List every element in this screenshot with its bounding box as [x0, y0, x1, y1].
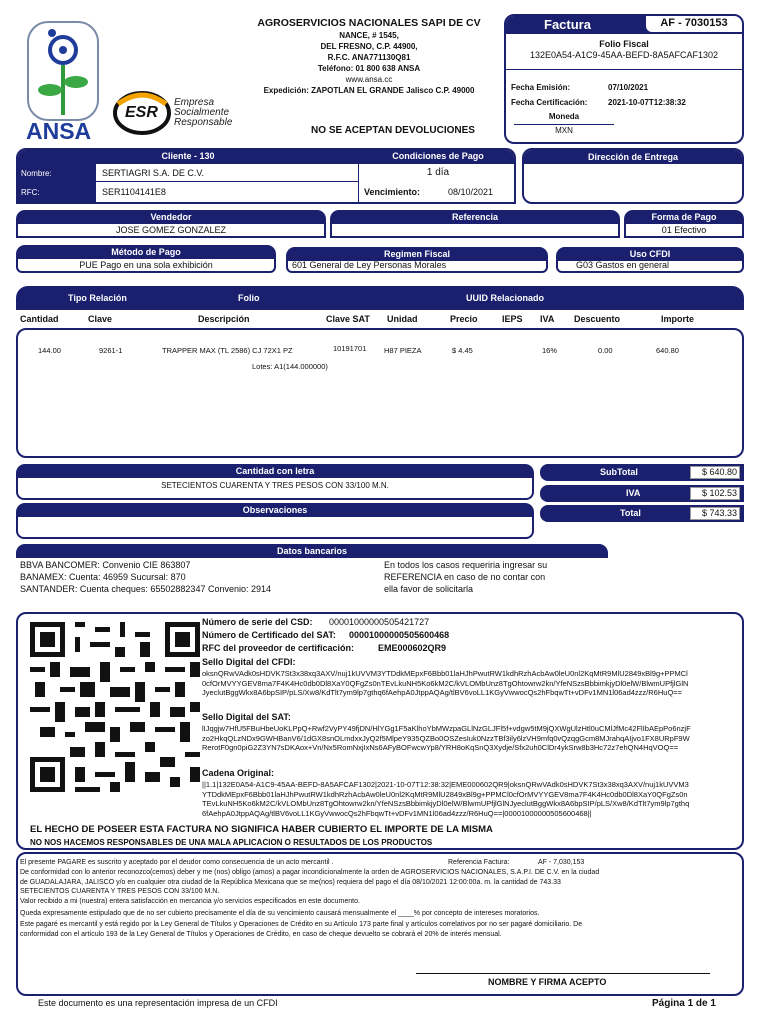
pay-form-header: Forma de Pago — [624, 210, 744, 224]
esr-logo-text: ESR — [125, 104, 158, 121]
client-name-label: Nombre: — [21, 169, 52, 178]
item-qty: 144.00 — [38, 346, 61, 355]
cfdi-seal-label: Sello Digital del CFDI: — [202, 657, 296, 667]
rfc-provider-value: EME000602QR9 — [378, 643, 447, 653]
client-box — [16, 148, 516, 204]
pay-method-value: PUE Pago en una sola exhibición — [16, 259, 276, 273]
item-unit: H87 PIEZA — [384, 346, 422, 355]
iva-label: IVA — [626, 488, 641, 498]
no-returns-notice: NO SE ACEPTAN DEVOLUCIONES — [311, 125, 475, 136]
signature-label: NOMBRE Y FIRMA ACEPTO — [488, 977, 607, 987]
currency-value: MXN — [555, 126, 573, 135]
sat-seal-label: Sello Digital del SAT: — [202, 712, 291, 722]
relation-uuid-header: UUID Relacionado — [466, 293, 545, 303]
company-expedition: Expedición: ZAPOTLAN EL GRANDE Jalisco C.P. 49000 — [263, 86, 475, 95]
esr-logo — [112, 90, 242, 136]
pagare-line-1: El presente PAGARE es suscrito y aceptado por el deudor como consecuencia de un acto mercantil . — [20, 859, 334, 866]
page-number: Página 1 de 1 — [652, 998, 716, 1009]
bank-note-1: En todos los casos requeriria ingresar su — [384, 560, 548, 570]
relation-type-header: Tipo Relación — [68, 293, 127, 303]
delivery-header: Dirección de Entrega — [524, 150, 742, 164]
due-date: 08/10/2021 — [448, 187, 494, 197]
tax-regime-value: 601 General de Ley Personas Morales — [286, 259, 548, 273]
client-header: Cliente - 130 — [161, 151, 215, 161]
cfdi-use-header: Uso CFDI — [556, 247, 744, 261]
folio-label: Folio Fiscal — [599, 39, 649, 49]
relation-bar — [16, 286, 744, 310]
item-lots: Lotes: A1(144.000000) — [252, 362, 328, 371]
invoice-title: Factura — [544, 17, 591, 32]
sat-cert-label: Número de Certificado del SAT: — [202, 630, 336, 640]
bank-line-2: BANAMEX: Cuenta: 46959 Sucursal: 870 — [20, 572, 186, 582]
pay-method-header: Método de Pago — [16, 245, 276, 259]
esr-line-3: Responsable — [174, 117, 233, 128]
bank-note — [384, 559, 604, 595]
relation-folio-header: Folio — [238, 293, 260, 303]
bank-line-1: BBVA BANCOMER: Convenio CIE 863807 — [20, 560, 191, 570]
emission-label: Fecha Emisión: — [511, 83, 571, 92]
pagare-ref-label: Referencia Factura: — [448, 859, 510, 866]
company-info — [238, 16, 500, 96]
pagare-line-8: conformidad con el artículo 193 de la Ley General de Títulos y Operaciones de Crédito, en caso de cheque devuelto se cobrará el 20% de interés mensual. — [20, 931, 502, 938]
col-iva: IVA — [540, 314, 555, 324]
pagare-line-3: de GUADALAJARA, JALISCO y/o en cualquier otra ciudad de la República Mexicana que se me(nos) requiera del pago el día 08/10/2021 12:00:00a. m. la cantidad de 743.33 — [20, 879, 561, 886]
item-desc: TRAPPER MAX (TL 2586) CJ 72X1 PZ — [162, 346, 293, 355]
item-iva: 16% — [542, 346, 558, 355]
signature-line — [416, 973, 710, 974]
rfc-provider-label: RFC del proveedor de certificación: — [202, 643, 355, 653]
footer-note: Este documento es una representación impresa de un CFDI — [38, 998, 278, 1008]
chain-value: ||1.1|132E0A54-A1C9-45AA-BEFD-8A5AFCAF1302|2021-10-07T12:38:32|EME000602QR9|oksnQRwVAdk0sHDVK7St3x38xq3AXV/nuj1kUVVM3YTDdkMEpxF6Bbb01laHJhPwutRW1kdhRzhAcbAw0leU0nl2KqMtR9MlU2849xBl9g+PPMCl0cfOrMVYYGEV8ma7F4K4Hc0db0Dl8XaY0QFgZs0nTEvLkuNH5Ko6kM2C/kVLOMbUnz8TgOhtowrw2kn/YfeNSzsBbbimkjyDl0elW/BlwmUPfjlGlNJyeclutBggWkx8A6bpSIP/pLS/Xw8/KdTlt7ym9lp7gthq6fAehpA0JtppAQAg/tlBV6voLL1KGyVwwocQs2hFbqwTt+vDFv1MN1l06ad4zzz/R6HuQ==|00001000000505600468|| — [202, 780, 690, 818]
cfdi-seal-value: oksnQRwVAdk0sHDVK7St3x38xq3AXV/nuj1kUVVM3YTDdkMEpxF6Bbb01laHJhPwutRW1kdhRzhAcbAw0leU0nl2KqMtR9MlU2849xBl9g+PPMCl0cfOrMVYYGEV8ma7F4K4Hc0db0Dl8XaY0QFgZs0nTEvLkuNH5Ko6kM2C/kVLOMbUnz8TgOhtowrw2kn/YfeNSzsBbbimkjyDl0elW/BlwmUPfjlGlNJyeclutBggWkx8A6bpSIP/pLS/Xw8/KdTlt7ym9lp7gthq6fAehpA0JtppAQAg/tlBV6voLL1KGyVwwocQs2hFbqwTt+vDFv1MN1l06ad4zzz/R6HuQ== — [202, 669, 689, 697]
item-code: 9261-1 — [99, 346, 123, 355]
subtotal-value: $ 640.80 — [690, 466, 740, 479]
chain-label: Cadena Original: — [202, 768, 275, 778]
totals-box — [540, 464, 744, 522]
company-web: www.ansa.cc — [345, 75, 393, 84]
bank-info — [20, 559, 380, 595]
invoice-box — [504, 14, 744, 144]
total-value: $ 743.33 — [690, 507, 740, 520]
qr-code-icon — [30, 622, 200, 792]
company-address-1: NANCE, # 1545, — [339, 31, 399, 40]
sat-cert-value: 00001000000505600468 — [349, 630, 450, 640]
amount-words-header: Cantidad con letra — [16, 464, 534, 478]
invoice-number: AF - 7030153 — [646, 16, 742, 32]
esr-line-2: Socialmente — [174, 107, 230, 118]
pay-form-value: 01 Efectivo — [624, 224, 744, 238]
bank-line-3: SANTANDER: Cuenta cheques: 65502882347 Convenio: 2914 — [20, 584, 271, 594]
bank-note-3: ella favor de solicitarla — [384, 584, 474, 594]
fiscal-box — [16, 612, 744, 850]
col-qty: Cantidad — [20, 314, 59, 324]
plant-logo-icon — [22, 20, 104, 124]
items-header — [0, 314, 768, 328]
col-price: Precio — [450, 314, 478, 324]
ansa-logo-text: ANSA — [26, 118, 92, 144]
tax-regime-header: Regimen Fiscal — [286, 247, 548, 261]
company-name: AGROSERVICIOS NACIONALES SAPI DE CV — [257, 17, 481, 29]
pagare-line-5: Valor recibido a mi (nuestra) entera satisfacción en mercancia y/o servicios especificados en este documento. — [20, 898, 360, 905]
csd-label: Número de serie del CSD: — [202, 617, 313, 627]
item-sat: 10191701 — [333, 344, 367, 353]
pagare-line-4: SETECIENTOS CUARENTA Y TRES PESOS CON 33/100 M.N. — [20, 888, 220, 895]
payment-days: 1 día — [426, 167, 450, 178]
folio-value: 132E0A54-A1C9-45AA-BEFD-8A5AFCAF1302 — [529, 50, 719, 60]
item-amount: 640.80 — [656, 346, 679, 355]
total-label: Total — [620, 508, 641, 518]
reference-header: Referencia — [330, 210, 620, 224]
seller-name: JOSE GOMEZ GONZALEZ — [16, 224, 326, 238]
col-desc: Descripción — [198, 314, 250, 324]
currency-label: Moneda — [548, 112, 580, 121]
esr-line-1: Empresa — [174, 97, 215, 108]
ansa-logo — [22, 20, 104, 144]
pagare-line-6: Queda expresamente estipulado que de no ser cubierto precisamente el día de su vencimiento causará mensualmente el ____% por concepto de intereses moratorios. — [20, 910, 540, 917]
col-code: Clave — [88, 314, 113, 324]
item-discount: 0.00 — [598, 346, 613, 355]
client-rfc: SER1104141E8 — [102, 187, 166, 197]
emission-date: 07/10/2021 — [608, 83, 649, 92]
observations-value — [16, 517, 534, 539]
due-label: Vencimiento: — [364, 187, 421, 197]
company-phone: Teléfono: 01 800 638 ANSA — [317, 64, 421, 73]
csd-value: 00001000000505421727 — [329, 617, 430, 627]
bank-note-2: REFERENCIA en caso de no contar con — [384, 572, 546, 582]
col-ieps: IEPS — [502, 314, 523, 324]
cert-date: 2021-10-07T12:38:32 — [608, 98, 686, 107]
subtotal-label: SubTotal — [600, 467, 638, 477]
seller-header: Vendedor — [16, 210, 326, 224]
delivery-box — [522, 148, 744, 204]
company-rfc: R.F.C. ANA771130Q81 — [327, 53, 411, 62]
col-unit: Unidad — [387, 314, 418, 324]
col-sat: Clave SAT — [326, 314, 370, 324]
col-amount: Importe — [661, 314, 695, 324]
items-table — [16, 328, 744, 458]
pagare-ref-value: AF - 7,030,153 — [538, 859, 585, 866]
cert-label: Fecha Certificación: — [511, 98, 588, 107]
iva-value: $ 102.53 — [690, 487, 740, 500]
observations-header: Observaciones — [16, 503, 534, 517]
client-rfc-label: RFC: — [21, 188, 40, 197]
reference-value — [330, 224, 620, 238]
payment-terms-header: Condiciones de Pago — [392, 151, 484, 161]
bank-header: Datos bancarios — [16, 544, 608, 558]
company-address-2: DEL FRESNO, C.P. 44900, — [320, 42, 418, 51]
item-price: $ 4.45 — [452, 346, 473, 355]
cfdi-use-value: G03 Gastos en general — [556, 259, 744, 273]
col-discount: Descuento — [574, 314, 621, 324]
pagare-line-2: De conformidad con lo anterior reconozco(cemos) deber y me (nos) obligo (amos) a pagar incondicionalmente la orden de AGROSERVICIOS NACIONALES, S.A.P.I. DE C.V. en la ciudad — [20, 869, 600, 876]
disclaimer-1: EL HECHO DE POSEER ESTA FACTURA NO SIGNIFICA HABER CUBIERTO EL IMPORTE DE LA MISMA — [30, 824, 493, 835]
disclaimer-2: NO NOS HACEMOS RESPONSABLES DE UNA MALA APLICACION O RESULTADOS DE LOS PRODUCTOS — [30, 838, 433, 847]
pagare-line-7: Este pagaré es mercantil y está regido por la Ley General de Títulos y Operaciones de Crédito en su Artículo 173 parte final y artículos correlativos por no ser pagaré domiciliario. De — [20, 921, 583, 928]
client-name: SERTIAGRI S.A. DE C.V. — [102, 168, 205, 178]
pagare-box — [16, 852, 744, 996]
sat-seal-value: lIJqgjw7HfU5FBuHbeUoKLPpQ+Rwf2VyPY49fjDN/HlYGg1F5aKlhoYbMWzpaGLlNzGLJFl5f+vdgw5tM9jQXWgUlzHtl0uCMlJfMc42FlIbAEpPo6nzjFzo2HkqQLzNDx9GWHBanV6/1dGX8snOLmdxxJyQ2f5MlpeY935QZBo0OSZesIuk0NzzTBf3ily6lzVH9mfq0vQzqgGcm8MJrahqAIjvo1FX8URpF9WRerotF0gn0piG2Z3YN7sDKAox+Vn/Nx5RomNxjIxNs6AFyBOFwcwYp8/YRH8oKqSnQ3Xydje/Sfx2uh0ClDr4ykSrw8b3Hc72z7ehQN4HqVOQ== — [202, 724, 691, 752]
amount-words-value: SETECIENTOS CUARENTA Y TRES PESOS CON 33/100 M.N. — [16, 478, 534, 500]
